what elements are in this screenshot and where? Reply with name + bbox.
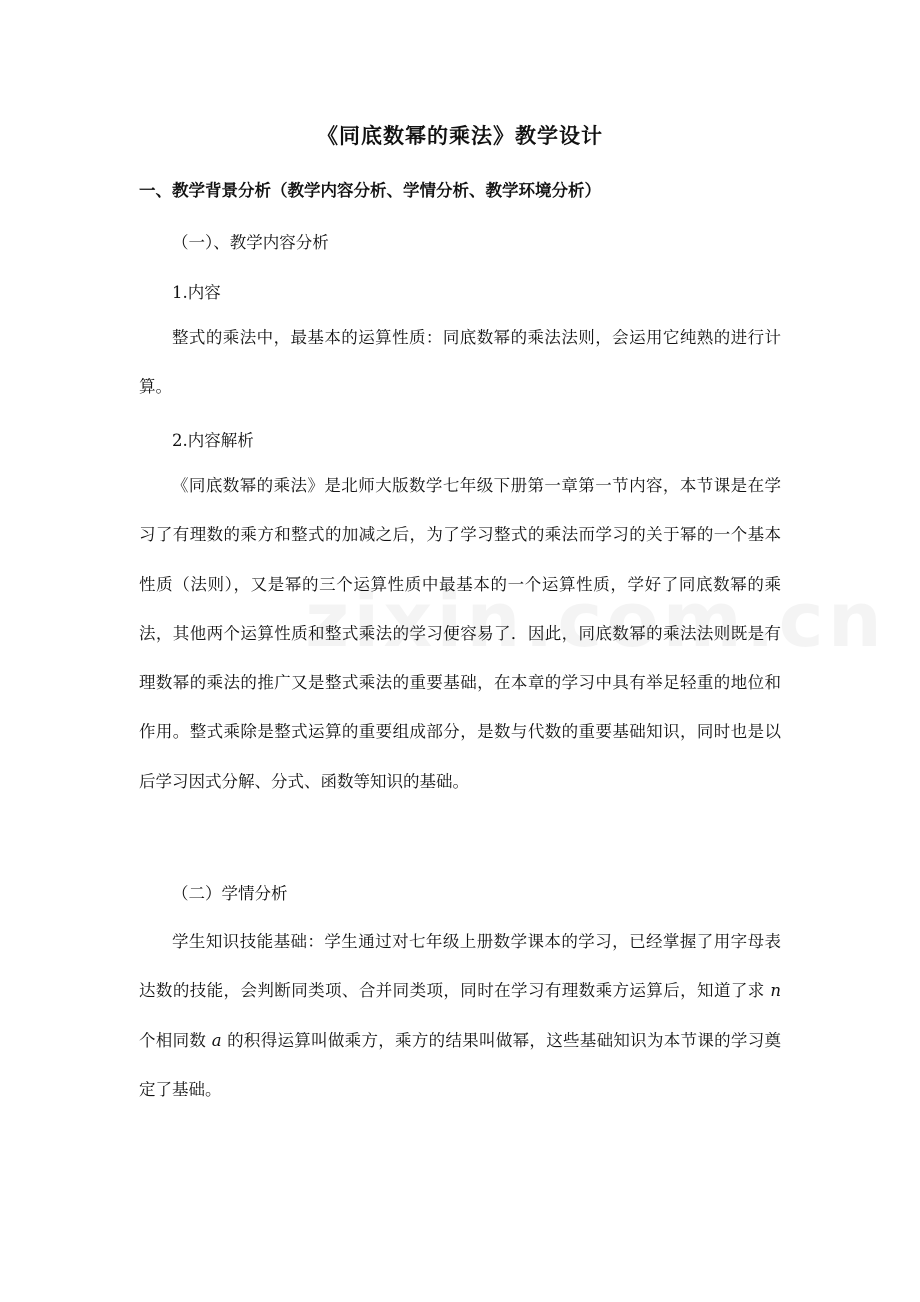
- paragraph-text-part-a: 学生知识技能基础：学生通过对七年级上册数学课本的学习，已经掌握了用字母表达数的技能，会判断同类项、合并同类项，同时在学习有理数乘方运算后，知道了求: [139, 932, 781, 1001]
- variable-a: a: [211, 1030, 222, 1050]
- paragraph-content-analysis: 《同底数幂的乘法》是北师大版数学七年级下册第一章第一节内容，本节课是在学习了有理数的乘方和整式的加减之后，为了学习整式的乘法而学习的关于幂的一个基本性质（法则），又是幂的三个运算性质中最基本的一个运算性质，学好了同底数幂的乘法，其他两个运算性质和整式乘法的学习便容易了．因此，同底数幂的乘法法则既是有理数幂的乘法的推广又是整式乘法的重要基础，在本章的学习中具有举足轻重的地位和作用。整式乘除是整式运算的重要组成部分，是数与代数的重要基础知识，同时也是以后学习因式分解、分式、函数等知识的基础。: [139, 476, 781, 791]
- subsection-heading-student-analysis: （二）学情分析: [172, 884, 288, 903]
- paragraph-text-part-b: 个相同数: [139, 1030, 207, 1050]
- variable-n: n: [770, 981, 781, 1001]
- paragraph-student-analysis: [139, 917, 781, 1114]
- paragraph-content: 整式的乘法中，最基本的运算性质：同底数幂的乘法法则，会运用它纯熟的进行计算。: [139, 328, 781, 397]
- item-heading-content: 1.内容: [172, 283, 221, 302]
- item-heading-content-analysis: 2.内容解析: [172, 431, 254, 450]
- paragraph-text-part-c: 的积得运算叫做乘方，乘方的结果叫做幂，这些基础知识为本节课的学习奠定了基础。: [139, 1030, 782, 1099]
- document-title: 《同底数幂的乘法》教学设计: [317, 123, 603, 148]
- subsection-heading-content-analysis: （一）、教学内容分析: [172, 233, 329, 252]
- section-heading-1: 一、教学背景分析（教学内容分析、学情分析、教学环境分析）: [139, 181, 601, 200]
